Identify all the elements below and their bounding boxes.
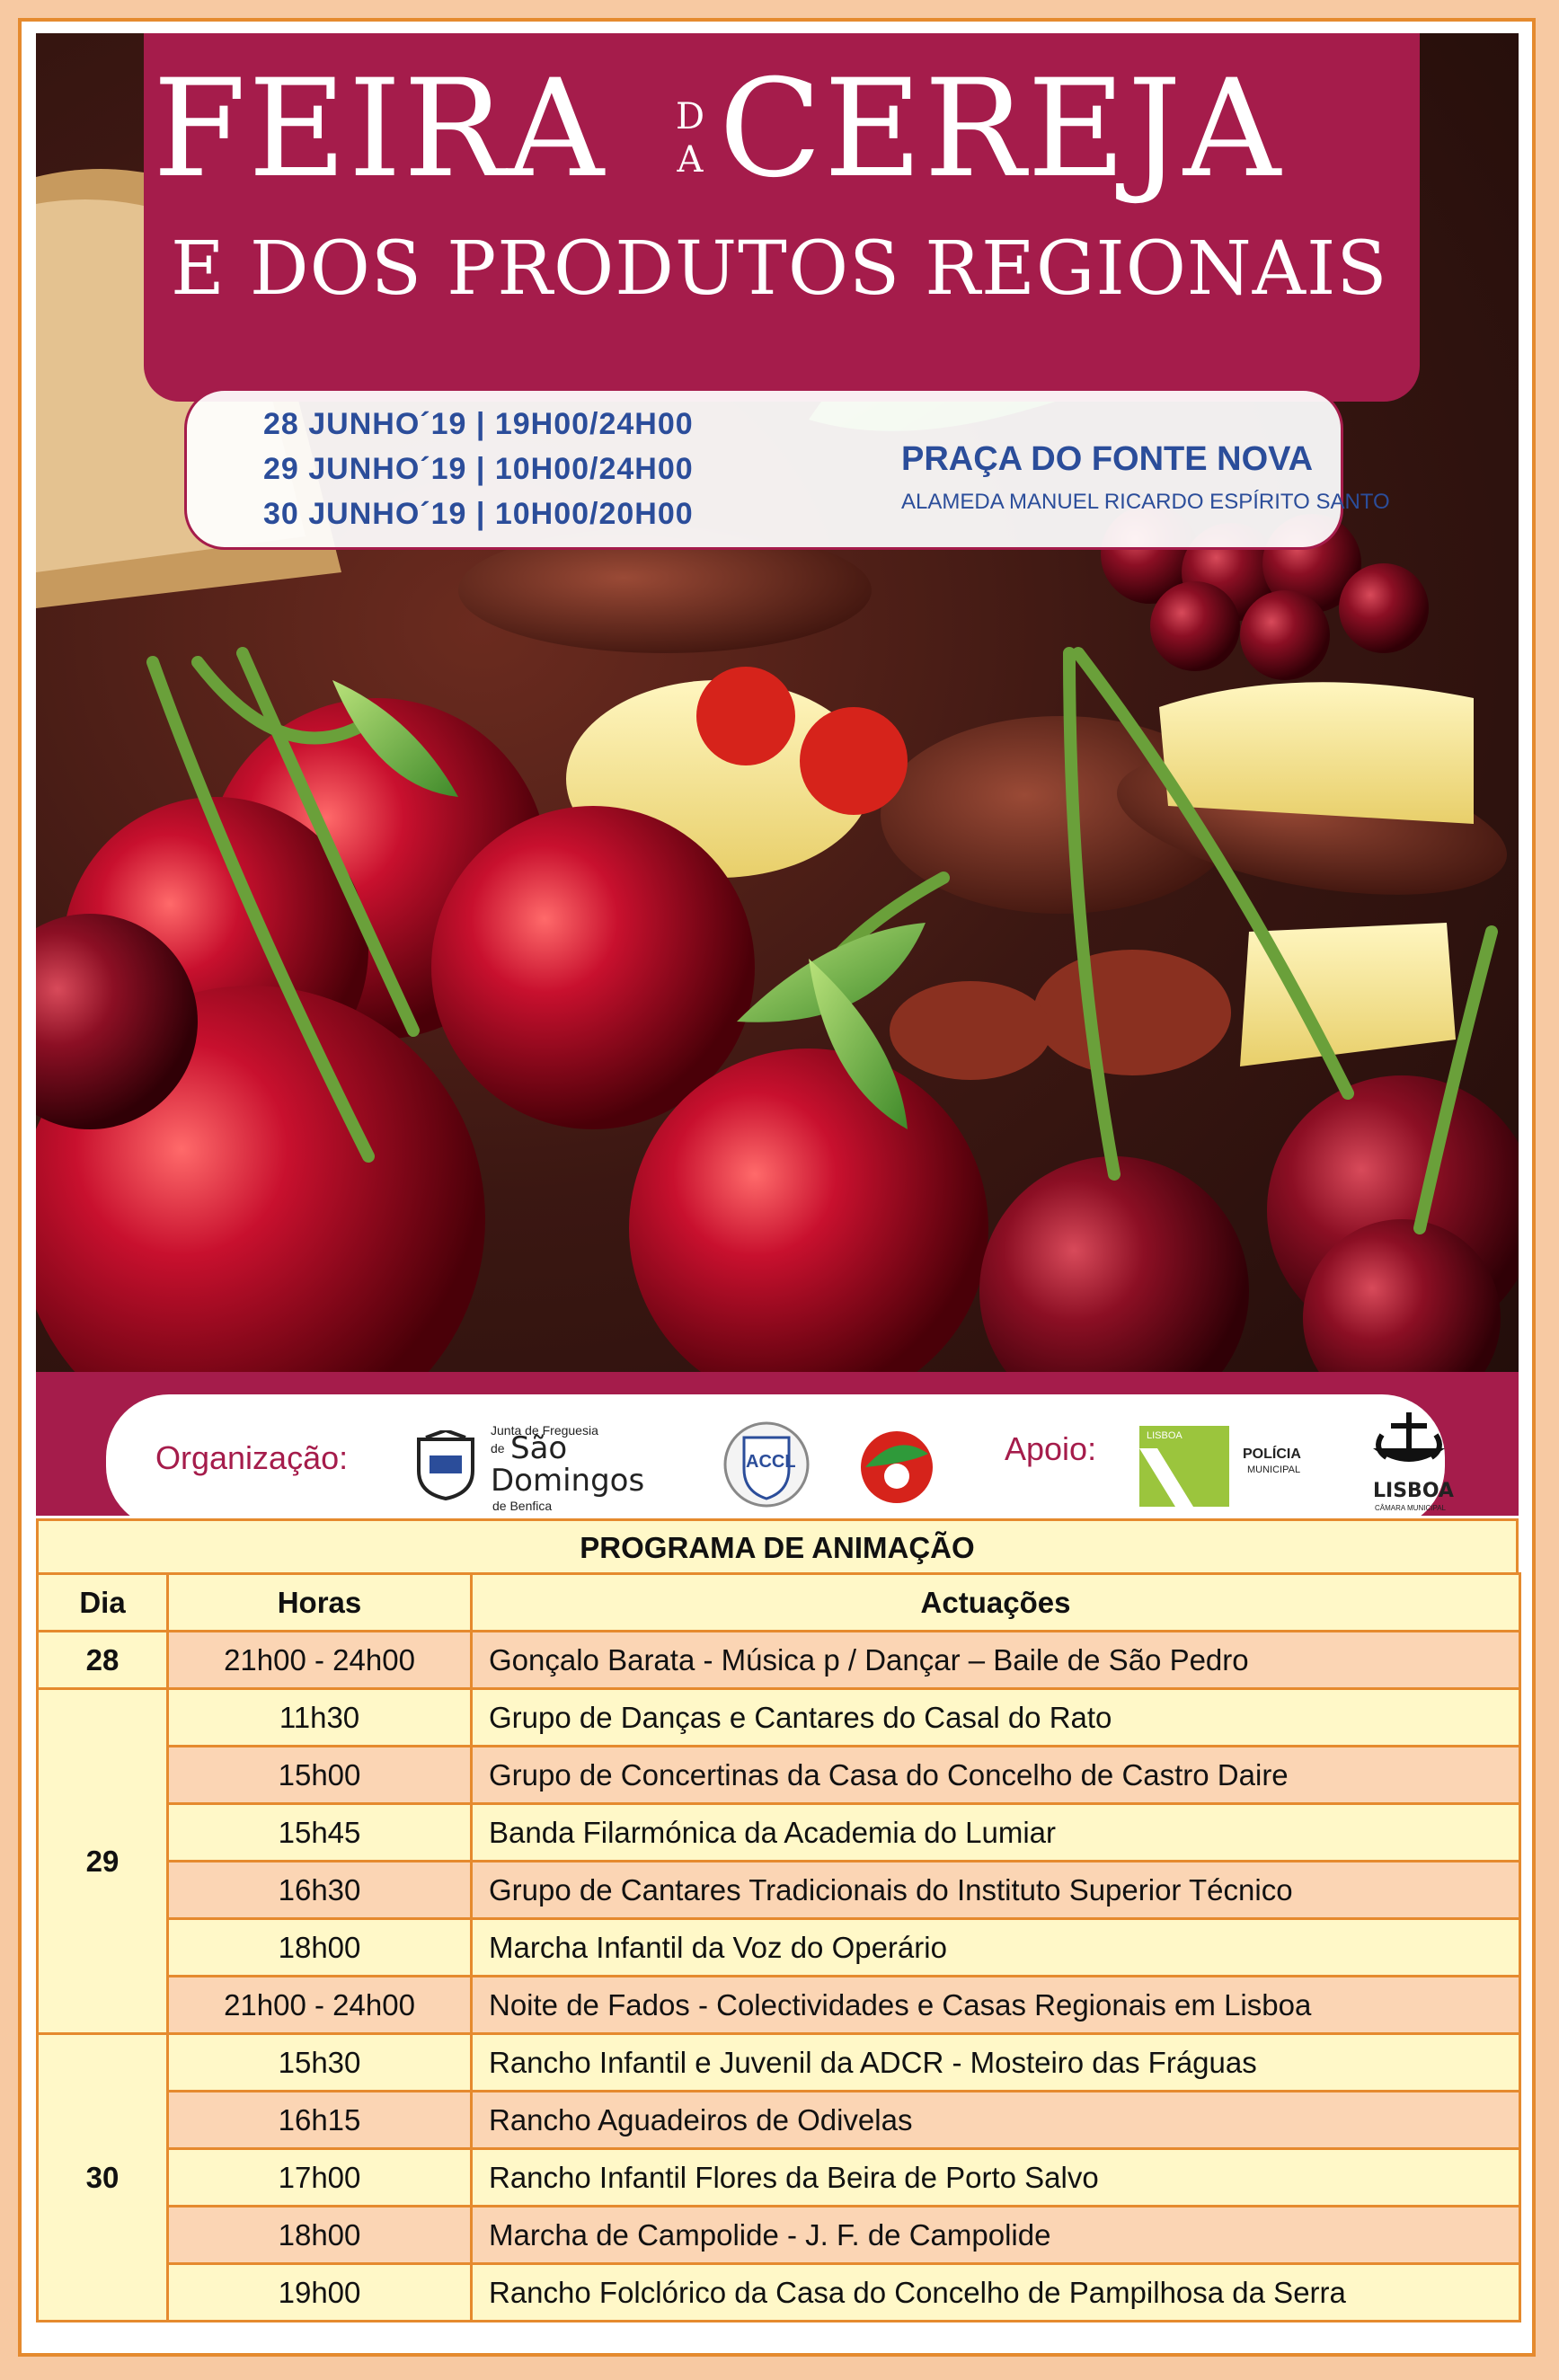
act-cell: Rancho Aguadeiros de Odivelas xyxy=(472,2092,1520,2149)
header-acts: Actuações xyxy=(472,1574,1520,1632)
program-title: PROGRAMA DE ANIMAÇÃO xyxy=(36,1518,1519,1572)
time-cell: 17h00 xyxy=(168,2149,472,2207)
jf-label-de: de xyxy=(491,1441,505,1455)
day-cell: 29 xyxy=(38,1689,168,2034)
jf-label-small: Junta de Freguesia xyxy=(491,1423,598,1438)
animation-program xyxy=(36,1518,1519,2322)
day-cell: 30 xyxy=(38,2034,168,2322)
cml-lisboa-label: LISBOA xyxy=(1373,1480,1454,1502)
table-row xyxy=(38,2149,1520,2207)
table-header-row xyxy=(38,1574,1520,1632)
jf-label-domingos: Domingos xyxy=(491,1463,645,1499)
act-cell: Grupo de Cantares Tradicionais do Instituto Superior Técnico xyxy=(472,1862,1520,1919)
pm-municipal-label: MUNICIPAL xyxy=(1247,1464,1301,1475)
title-da: DA xyxy=(669,96,711,182)
act-cell: Rancho Folclórico da Casa do Concelho de Pampilhosa da Serra xyxy=(472,2264,1520,2322)
time-cell: 18h00 xyxy=(168,2207,472,2264)
cml-sub-label: CÂMARA MUNICIPAL xyxy=(1375,1504,1446,1512)
table-row xyxy=(38,1804,1520,1862)
time-cell: 16h30 xyxy=(168,1862,472,1919)
act-cell: Marcha de Campolide - J. F. de Campolide xyxy=(472,2207,1520,2264)
lisboa-ship-logo-icon xyxy=(1369,1408,1449,1480)
event-poster xyxy=(36,33,1519,1516)
table-row xyxy=(38,1919,1520,1977)
act-cell: Gonçalo Barata - Música p / Dançar – Baile de São Pedro xyxy=(472,1632,1520,1689)
header-day: Dia xyxy=(38,1574,168,1632)
accl-label: ACCL xyxy=(746,1452,796,1472)
program-table xyxy=(36,1572,1521,2322)
pm-lisboa-label: LISBOA xyxy=(1147,1430,1183,1441)
time-cell: 21h00 - 24h00 xyxy=(168,1632,472,1689)
act-cell: Grupo de Concertinas da Casa do Concelho de Castro Daire xyxy=(472,1747,1520,1804)
venue-name: PRAÇA DO FONTE NOVA xyxy=(901,440,1314,478)
title-cereja: CEREJA xyxy=(719,51,1283,208)
table-row xyxy=(38,2207,1520,2264)
time-cell: 15h00 xyxy=(168,1747,472,1804)
act-cell: Banda Filarmónica da Academia do Lumiar xyxy=(472,1804,1520,1862)
act-cell: Rancho Infantil Flores da Beira de Porto Salvo xyxy=(472,2149,1520,2207)
time-cell: 15h45 xyxy=(168,1804,472,1862)
table-row xyxy=(38,2264,1520,2322)
header-hours: Horas xyxy=(168,1574,472,1632)
sponsors-box xyxy=(106,1394,1454,1516)
act-cell: Grupo de Danças e Cantares do Casal do Rato xyxy=(472,1689,1520,1747)
date-line-28: 28 JUNHO´19 | 19H00/24H00 xyxy=(263,407,694,441)
table-row xyxy=(38,1632,1520,1689)
venue-address: ALAMEDA MANUEL RICARDO ESPÍRITO SANTO xyxy=(901,490,1390,514)
jf-label-sao: São xyxy=(510,1430,568,1466)
table-row xyxy=(38,1747,1520,1804)
jf-coat-of-arms-icon xyxy=(410,1430,482,1502)
regional-houses-logo-icon xyxy=(856,1427,937,1508)
time-cell: 19h00 xyxy=(168,2264,472,2322)
pm-policia-label: POLÍCIA xyxy=(1243,1447,1301,1462)
table-row xyxy=(38,1977,1520,2034)
table-row xyxy=(38,1862,1520,1919)
time-cell: 21h00 - 24h00 xyxy=(168,1977,472,2034)
organization-label: Organização: xyxy=(155,1439,349,1476)
table-row xyxy=(38,1689,1520,1747)
time-cell: 15h30 xyxy=(168,2034,472,2092)
day-cell: 28 xyxy=(38,1632,168,1689)
date-line-29: 29 JUNHO´19 | 10H00/24H00 xyxy=(263,452,694,486)
table-row xyxy=(38,2092,1520,2149)
act-cell: Noite de Fados - Colectividades e Casas Regionais em Lisboa xyxy=(472,1977,1520,2034)
date-line-30: 30 JUNHO´19 | 10H00/20H00 xyxy=(263,497,694,531)
time-cell: 11h30 xyxy=(168,1689,472,1747)
event-info-box xyxy=(184,388,1390,550)
act-cell: Marcha Infantil da Voz do Operário xyxy=(472,1919,1520,1977)
time-cell: 18h00 xyxy=(168,1919,472,1977)
act-cell: Rancho Infantil e Juvenil da ADCR - Mosteiro das Fráguas xyxy=(472,2034,1520,2092)
table-row xyxy=(38,2034,1520,2092)
title-feira: FEIRA xyxy=(153,51,607,208)
title-subtitle: E DOS PRODUTOS REGIONAIS xyxy=(171,226,1388,312)
time-cell: 16h15 xyxy=(168,2092,472,2149)
support-label: Apoio: xyxy=(1005,1430,1097,1467)
jf-label-benfica: de Benfica xyxy=(492,1499,553,1513)
